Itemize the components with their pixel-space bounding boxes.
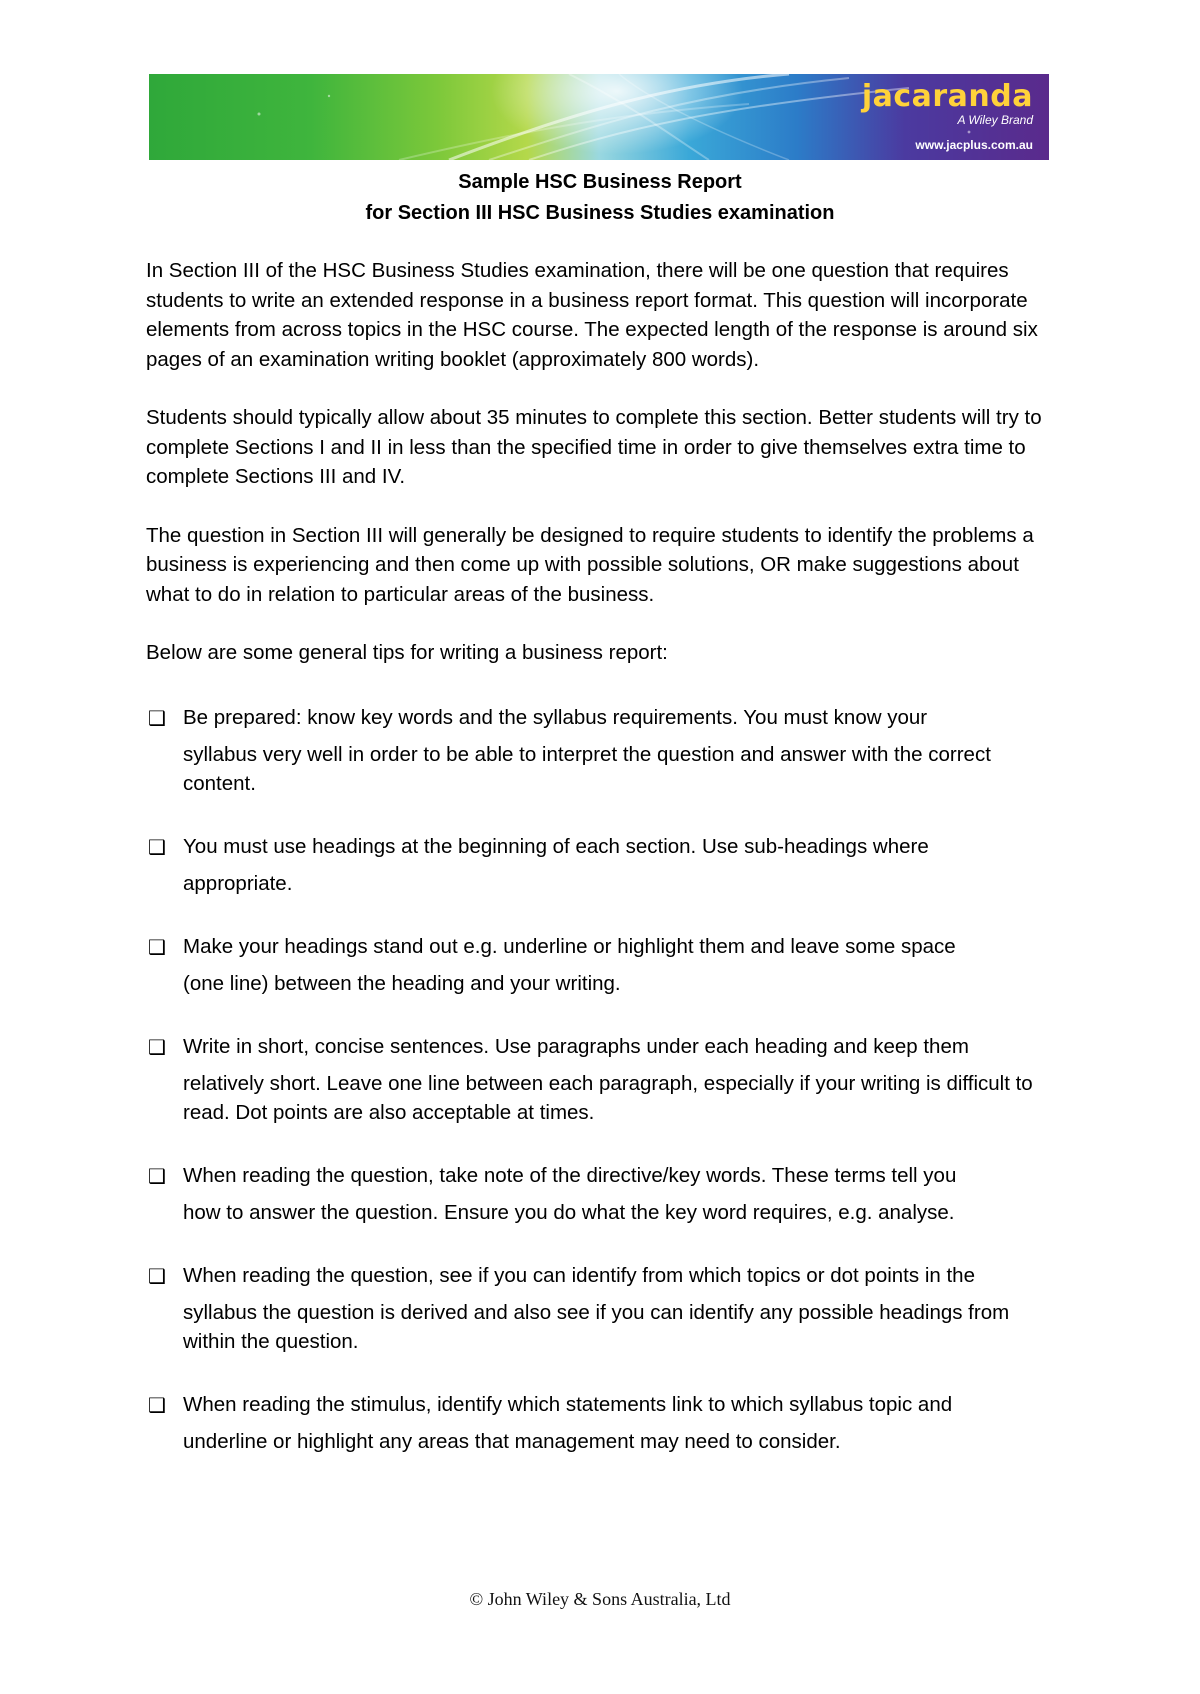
checkbox-bullet-icon: ❑ [148, 705, 166, 730]
tip-item [146, 932, 1066, 998]
tip-text-first: When reading the question, take note of the directive/key words. These terms tell you [183, 1163, 957, 1187]
tip-text-first: Be prepared: know key words and the syllabus requirements. You must know your [183, 705, 928, 729]
brand-url: www.jacplus.com.au [915, 138, 1033, 152]
checkbox-bullet-icon: ❑ [148, 1263, 166, 1288]
checkbox-bullet-icon: ❑ [148, 1392, 166, 1417]
checkbox-bullet-icon: ❑ [148, 1163, 166, 1188]
tip-text-first: Write in short, concise sentences. Use paragraphs under each heading and keep them [183, 1034, 969, 1058]
checkbox-bullet-icon: ❑ [148, 834, 166, 859]
tips-intro: Below are some general tips for writing a business report: [146, 641, 668, 664]
brand-logo [861, 79, 1033, 152]
tip-text-first: When reading the stimulus, identify which statements link to which syllabus topic and [183, 1392, 953, 1416]
tip-item [146, 1261, 1066, 1356]
tip-item [146, 703, 1066, 798]
document-body [146, 256, 1066, 1490]
header-banner [149, 74, 1049, 160]
title-line-1: Sample HSC Business Report [458, 171, 742, 193]
tip-text-rest: syllabus the question is derived and also see if you can identify any possible headings from within the question. [183, 1300, 1010, 1353]
tip-text-rest: appropriate. [183, 871, 293, 895]
brand-name: jacaranda [861, 79, 1033, 114]
tip-text-first: When reading the question, see if you can identify from which topics or dot points in the [183, 1263, 975, 1287]
title-line-2: for Section III HSC Business Studies examination [365, 202, 835, 224]
tip-text-rest: relatively short. Leave one line between each paragraph, especially if your writing is difficult to read. Dot points are also acceptable at times. [183, 1071, 1033, 1124]
tip-item [146, 1161, 1066, 1227]
checkbox-bullet-icon: ❑ [148, 934, 166, 959]
tip-text-rest: syllabus very well in order to be able to interpret the question and answer with the correct content. [183, 742, 991, 795]
copyright-footer: © John Wiley & Sons Australia, Ltd [469, 1589, 731, 1609]
intro-paragraph-3: The question in Section III will generally be designed to require students to identify the problems a business is experiencing and then come up with possible solutions, OR make suggestions about what to do in relation to particular areas of the business. [146, 523, 1034, 606]
tip-item [146, 832, 1066, 898]
tip-item [146, 1032, 1066, 1127]
intro-paragraph-1: In Section III of the HSC Business Studies examination, there will be one question that requires students to write an extended response in a business report format. This question will incorporate elements from across topics in the HSC course. The expected length of the response is around six pages of an examination writing booklet (approximately 800 words). [146, 259, 1038, 371]
tip-item [146, 1390, 1066, 1456]
tip-text-rest: how to answer the question. Ensure you do what the key word requires, e.g. analyse. [183, 1200, 955, 1224]
tip-text-rest: (one line) between the heading and your writing. [183, 971, 621, 995]
tip-text-rest: underline or highlight any areas that management may need to consider. [183, 1429, 841, 1453]
brand-tagline: A Wiley Brand [957, 113, 1033, 127]
document-title [0, 167, 1200, 229]
tip-text-first: Make your headings stand out e.g. underline or highlight them and leave some space [183, 934, 956, 958]
intro-paragraph-2: Students should typically allow about 35 minutes to complete this section. Better students will try to complete Sections I and II in less than the specified time in order to give themselves extra time to complete Sections III and IV. [146, 406, 1042, 488]
tip-text-first: You must use headings at the beginning of each section. Use sub-headings where [183, 834, 929, 858]
tips-list [146, 703, 1066, 1456]
checkbox-bullet-icon: ❑ [148, 1034, 166, 1059]
